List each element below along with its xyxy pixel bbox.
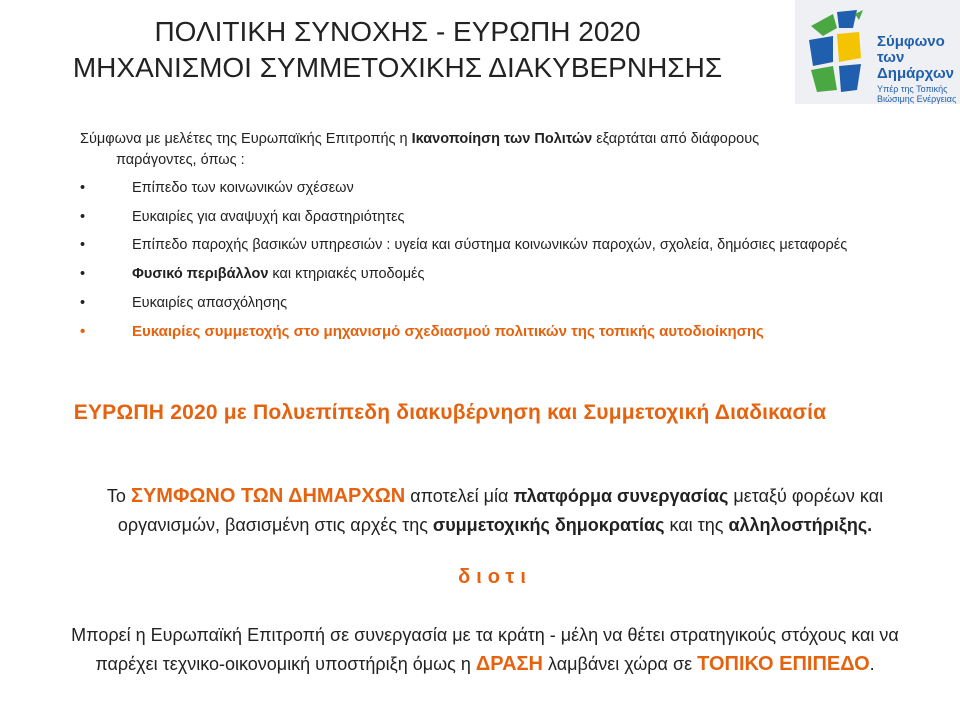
section-heading: ΕΥΡΩΠΗ 2020 με Πολυεπίπεδη διακυβέρνηση και Συμμετοχική Διαδικασία	[73, 401, 827, 424]
bullet-icon: •	[80, 266, 86, 282]
list-item-highlighted: • Ευκαιρίες συμμετοχής στο μηχανισμό σχεδιασμού πολιτικών της τοπικής αυτοδιοίκησης	[80, 323, 764, 340]
title-block	[0, 14, 795, 86]
action-paragraph: Μπορεί η Ευρωπαϊκή Επιτροπή σε συνεργασία με τα κράτη - μέλη να θέτει στρατηγικούς στόχους και να παρέχει τεχνικο-οικονομική υποστήριξη όμως η ΔΡΑΣΗ λαμβάνει χώρα σε ΤΟΠΙΚΟ ΕΠΙΠΕΔΟ.	[71, 625, 899, 675]
factors-list	[80, 178, 900, 342]
list-item: • Επίπεδο παροχής βασικών υπηρεσιών : υγεία και σύστημα κοινωνικών παροχών, σχολεία, δημόσιες μεταφορές	[80, 235, 900, 256]
page-title-line-2: ΜΗΧΑΝΙΣΜΟΙ ΣΥΜΜΕΤΟΧΙΚΗΣ ΔΙΑΚΥΒΕΡΝΗΣΗΣ	[72, 52, 723, 83]
page-title-line-1: ΠΟΛΙΤΙΚΗ ΣΥΝΟΧΗΣ - ΕΥΡΩΠΗ 2020	[154, 16, 641, 47]
bullet-icon: •	[80, 237, 86, 253]
list-item: • Ευκαιρίες απασχόλησης	[80, 293, 900, 314]
bullet-icon: •	[80, 323, 86, 340]
list-item: • Επίπεδο των κοινωνικών σχέσεων	[80, 178, 900, 199]
bullet-icon: •	[80, 295, 86, 311]
list-item: • Ευκαιρίες για αναψυχή και δραστηριότητες	[80, 207, 900, 228]
logo-subtitle: Υπέρ της Τοπικής Βιώσιμης Ενέργειας	[877, 84, 957, 104]
bullet-icon: •	[80, 180, 86, 196]
covenant-logo-icon	[803, 6, 875, 98]
intro-paragraph: Σύμφωνα με μελέτες της Ευρωπαϊκής Επιτροπής η Ικανοποίηση των Πολιτών εξαρτάται από διάφορους παράγοντες, όπως :	[80, 131, 760, 168]
bullet-icon: •	[80, 209, 86, 225]
because-heading: διοτι	[458, 566, 532, 588]
covenant-of-mayors-logo	[795, 0, 960, 104]
covenant-paragraph: Το ΣΥΜΦΩΝΟ ΤΩΝ ΔΗΜΑΡΧΩΝ αποτελεί μία πλατφόρμα συνεργασίας μεταξύ φορέων και οργανισμών, βασισμένη στις αρχές της συμμετοχικής δημοκρατίας και της αλληλοστήριξης.	[106, 485, 884, 535]
list-item: • Φυσικό περιβάλλον και κτηριακές υποδομές	[80, 264, 900, 285]
logo-name: Σύμφωνο των Δημάρχων	[877, 33, 954, 82]
